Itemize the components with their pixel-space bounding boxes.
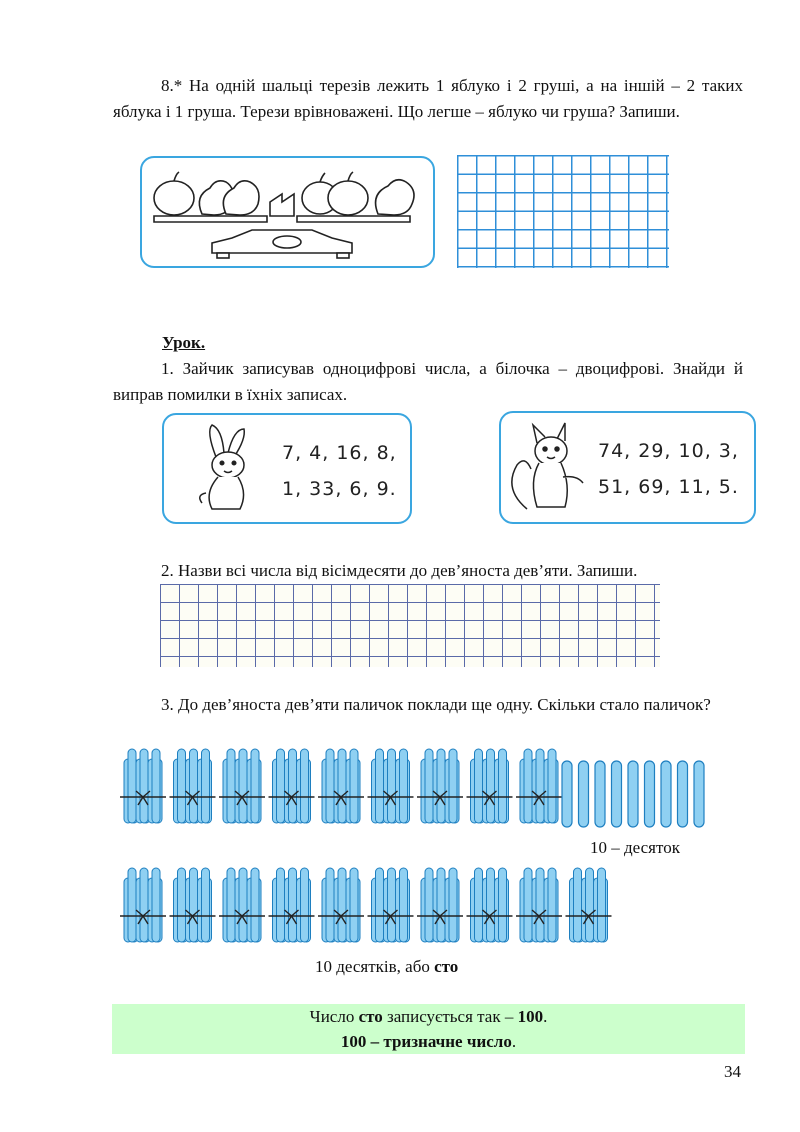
squirrel-icon (507, 419, 591, 517)
scales-drawing (142, 158, 432, 266)
scales-illustration (140, 156, 435, 268)
page-number: 34 (724, 1062, 741, 1081)
single-stick (595, 761, 605, 827)
sticks-row1 (110, 745, 730, 835)
rule-l2-a: 100 – тризначне число (340, 1032, 512, 1051)
task2-text: 2. Назви всі числа від вісімдесяти до дев’яноста дев’яти. Запиши. (161, 561, 638, 580)
sticks-row2 (110, 864, 630, 954)
single-stick (678, 761, 688, 827)
squirrel-numbers-line1: 74, 29, 10, 3, (598, 440, 739, 462)
rule-box (112, 1004, 745, 1054)
stick-bundle (219, 868, 265, 942)
lesson-title: Урок. (162, 333, 206, 352)
stick-bundle (516, 868, 562, 942)
task1-text: 1. Зайчик записував одноцифрові числа, а білочка – двоцифрові. Знайди й виправ помилки в їхніх записах. (113, 359, 743, 404)
answer-grid-task2[interactable] (160, 584, 660, 667)
stick-bundle (467, 749, 513, 823)
single-stick (694, 761, 704, 827)
task8-text: 8.* На одній шальці терезів лежить 1 яблуко і 2 груші, а на іншій – 2 таких яблука і 1 груша. Терези врівноважені. Що легше – яблуко чи груша? Запиши. (113, 76, 743, 121)
rule-line1 (112, 1004, 745, 1029)
bunny-numbers-line1: 7, 4, 16, 8, (282, 442, 397, 464)
bunny-card (162, 413, 412, 524)
answer-grid-task8[interactable] (457, 155, 669, 268)
rule-l1-d: 100 (517, 1007, 544, 1026)
stick-bundle (417, 868, 463, 942)
single-stick (645, 761, 655, 827)
task3-text: 3. До дев’яноста дев’яти паличок поклади ще одну. Скільки стало паличок? (161, 695, 711, 714)
rule-l1-b: сто (358, 1007, 383, 1026)
single-stick (628, 761, 638, 827)
squirrel-numbers-line2: 51, 69, 11, 5. (598, 476, 739, 498)
bunny-icon (194, 423, 264, 515)
single-stick (661, 761, 671, 827)
caption-hundred (315, 957, 458, 977)
bunny-numbers-line2: 1, 33, 6, 9. (282, 478, 397, 500)
caption-ten: 10 – десяток (590, 838, 680, 857)
stick-bundle (318, 868, 364, 942)
stick-bundle (318, 749, 364, 823)
stick-bundle (120, 868, 166, 942)
stick-bundle (516, 749, 562, 823)
stick-bundle (368, 749, 414, 823)
stick-bundle (170, 749, 216, 823)
stick-bundle (566, 868, 612, 942)
stick-bundle (269, 749, 315, 823)
single-stick (579, 761, 589, 827)
single-stick (612, 761, 622, 827)
stick-bundle (120, 749, 166, 823)
rule-l1-c: записується так – (382, 1007, 518, 1026)
rule-l2-b: . (511, 1032, 517, 1051)
stick-bundle (170, 868, 216, 942)
stick-bundle (269, 868, 315, 942)
squirrel-card (499, 411, 756, 524)
stick-bundle (219, 749, 265, 823)
stick-bundle (417, 749, 463, 823)
single-stick (562, 761, 572, 827)
rule-l1-a: Число (309, 1007, 359, 1026)
rule-line2 (112, 1029, 745, 1054)
caption-hundred-bold: сто (434, 957, 459, 976)
rule-l1-e: . (543, 1007, 548, 1026)
caption-hundred-prefix: 10 десятків, або (315, 957, 435, 976)
stick-bundle (368, 868, 414, 942)
stick-bundle (467, 868, 513, 942)
